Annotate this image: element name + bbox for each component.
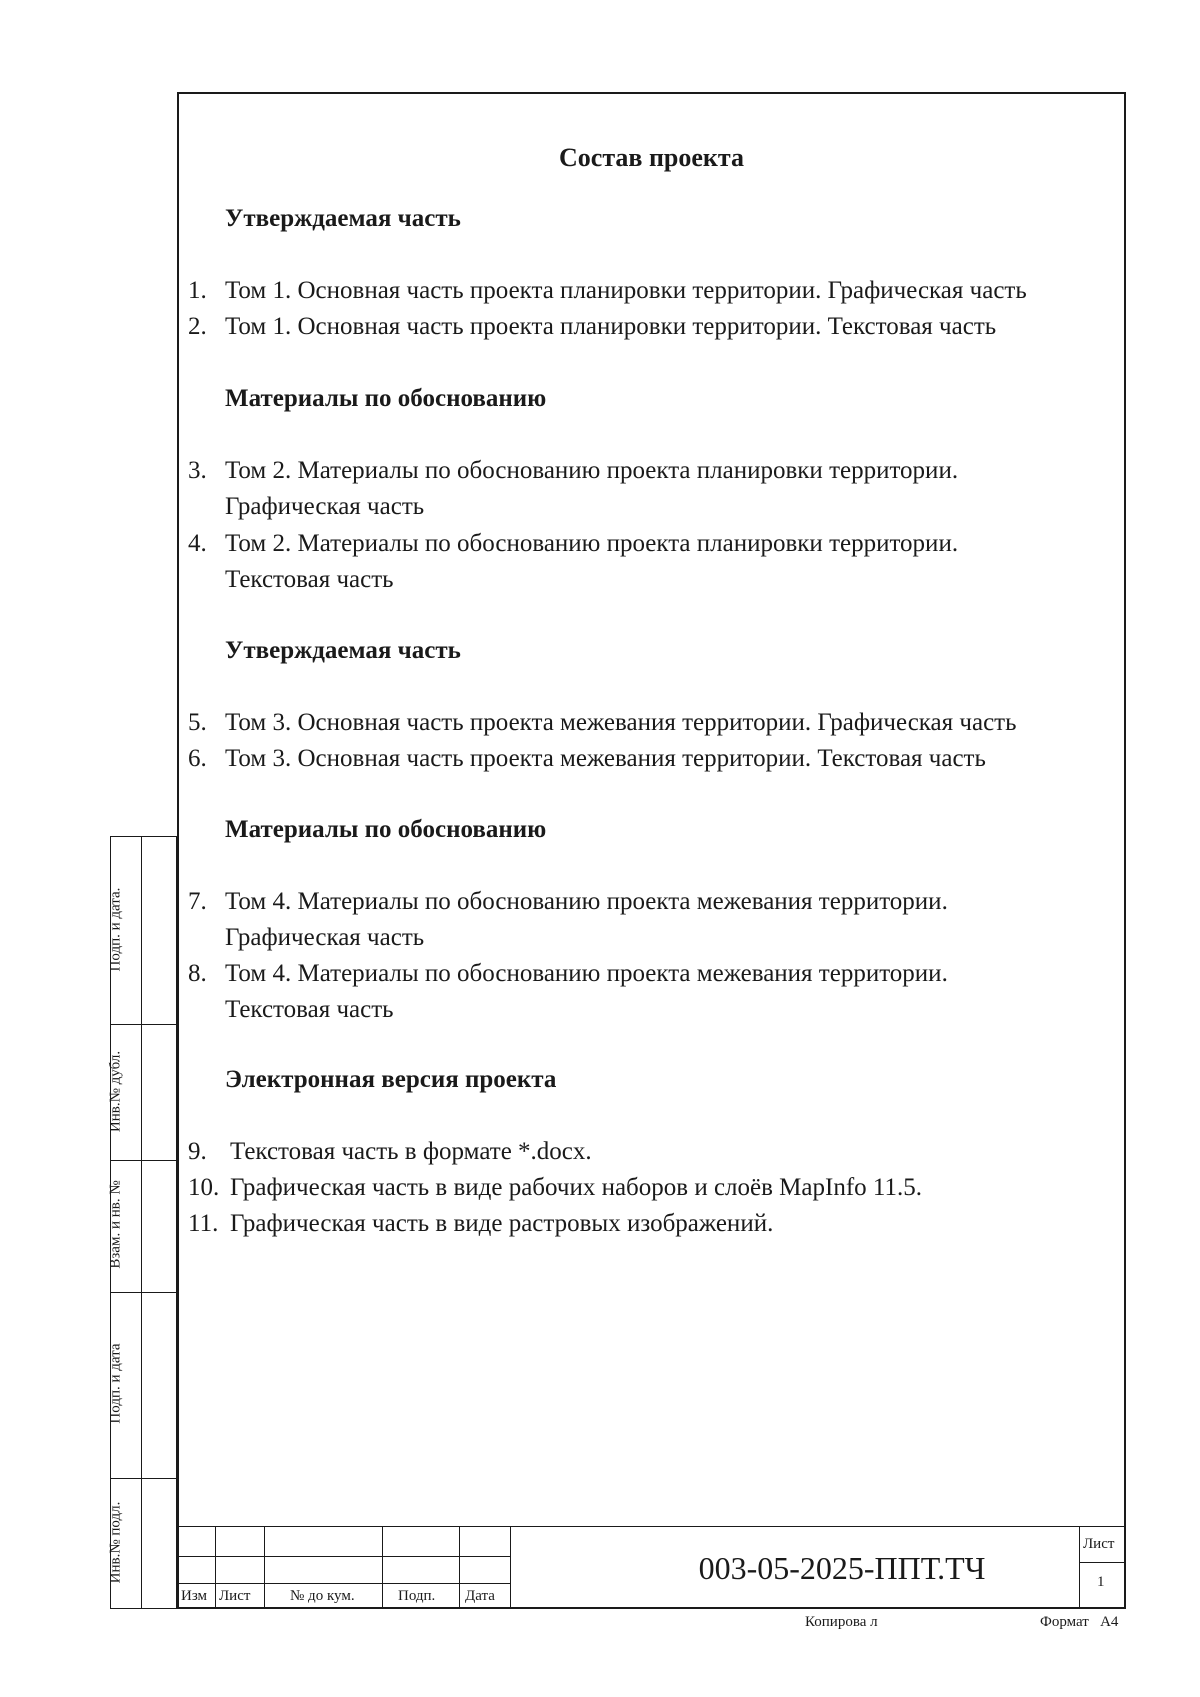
item-number: 8. — [188, 960, 207, 987]
item-text: Том 1. Основная часть проекта планировки территории. Текстовая часть — [225, 313, 997, 340]
copied-by: Копирова л — [805, 1614, 878, 1630]
list-item — [188, 741, 1108, 777]
item-text: Том 2. Материалы по обоснованию проекта планировки территории. — [225, 530, 959, 557]
column-label-sheet: Лист — [219, 1588, 251, 1604]
item-number: 2. — [188, 313, 207, 340]
item-text: Том 4. Материалы по обоснованию проекта межевания территории. — [225, 888, 948, 915]
item-text-continued: Графическая часть — [225, 493, 425, 520]
section-heading: Электронная версия проекта — [225, 1066, 557, 1093]
side-label-replace-inv: Взам. и нв. № — [107, 1180, 124, 1269]
list-item — [188, 956, 1108, 1028]
item-number: 11. — [188, 1210, 219, 1237]
item-text-continued: Текстовая часть — [225, 566, 394, 593]
column-label-date: Дата — [465, 1588, 495, 1604]
list-item — [188, 1206, 1108, 1242]
item-number: 3. — [188, 457, 207, 484]
list-item — [188, 705, 1108, 741]
column-label-signature: Подп. — [398, 1588, 436, 1604]
item-text: Том 4. Материалы по обоснованию проекта межевания территории. — [225, 960, 948, 987]
item-text-continued: Текстовая часть — [225, 996, 394, 1023]
item-number: 10. — [188, 1174, 220, 1201]
document-code: 003-05-2025-ППТ.ТЧ — [698, 1550, 986, 1586]
page-title: Состав проекта — [559, 143, 744, 172]
sheet-number: 1 — [1097, 1574, 1105, 1590]
side-stamp-line — [110, 1024, 177, 1025]
section-heading: Утверждаемая часть — [225, 637, 461, 664]
section-heading: Утверждаемая часть — [225, 205, 461, 232]
item-number: 6. — [188, 745, 207, 772]
paper-format: Формат А4 — [1040, 1614, 1119, 1630]
item-text: Том 3. Основная часть проекта межевания территории. Графическая часть — [225, 709, 1017, 736]
side-stamp-line — [110, 1292, 177, 1293]
list-item — [188, 1170, 1108, 1206]
item-text: Том 2. Материалы по обоснованию проекта планировки территории. — [225, 457, 959, 484]
side-label-sign-date-2: Подп. и дата — [107, 1343, 124, 1424]
side-stamp-line — [110, 1160, 177, 1161]
item-number: 1. — [188, 277, 207, 304]
column-label-change: Изм — [181, 1588, 208, 1604]
list-item — [188, 309, 1108, 345]
item-number: 9. — [188, 1138, 207, 1165]
section-heading: Материалы по обоснованию — [225, 816, 547, 843]
item-text: Графическая часть в виде растровых изображений. — [230, 1210, 774, 1237]
side-stamp-line — [110, 1478, 177, 1479]
item-text: Текстовая часть в формате *.docx. — [230, 1138, 592, 1165]
section-heading: Материалы по обоснованию — [225, 385, 547, 412]
list-item — [188, 884, 1108, 956]
list-item — [188, 1134, 1108, 1170]
item-number: 7. — [188, 888, 207, 915]
side-label-sign-date: Подп. и дата. — [107, 887, 124, 972]
side-label-inv-dup: Инв.№ дубл. — [107, 1050, 124, 1133]
item-number: 4. — [188, 530, 207, 557]
item-text: Графическая часть в виде рабочих наборов и слоёв MapInfo 11.5. — [230, 1174, 922, 1201]
item-text: Том 1. Основная часть проекта планировки территории. Графическая часть — [225, 277, 1027, 304]
item-text-continued: Графическая часть — [225, 924, 425, 951]
item-number: 5. — [188, 709, 207, 736]
list-item — [188, 526, 1108, 598]
column-label-doc-number: № до кум. — [290, 1588, 355, 1604]
list-item — [188, 453, 1108, 525]
title-block — [177, 1526, 1126, 1609]
sheet-label: Лист — [1083, 1536, 1115, 1552]
side-label-inv-orig: Инв.№ подл. — [107, 1501, 124, 1584]
item-text: Том 3. Основная часть проекта межевания территории. Текстовая часть — [225, 745, 986, 772]
list-item — [188, 273, 1108, 309]
